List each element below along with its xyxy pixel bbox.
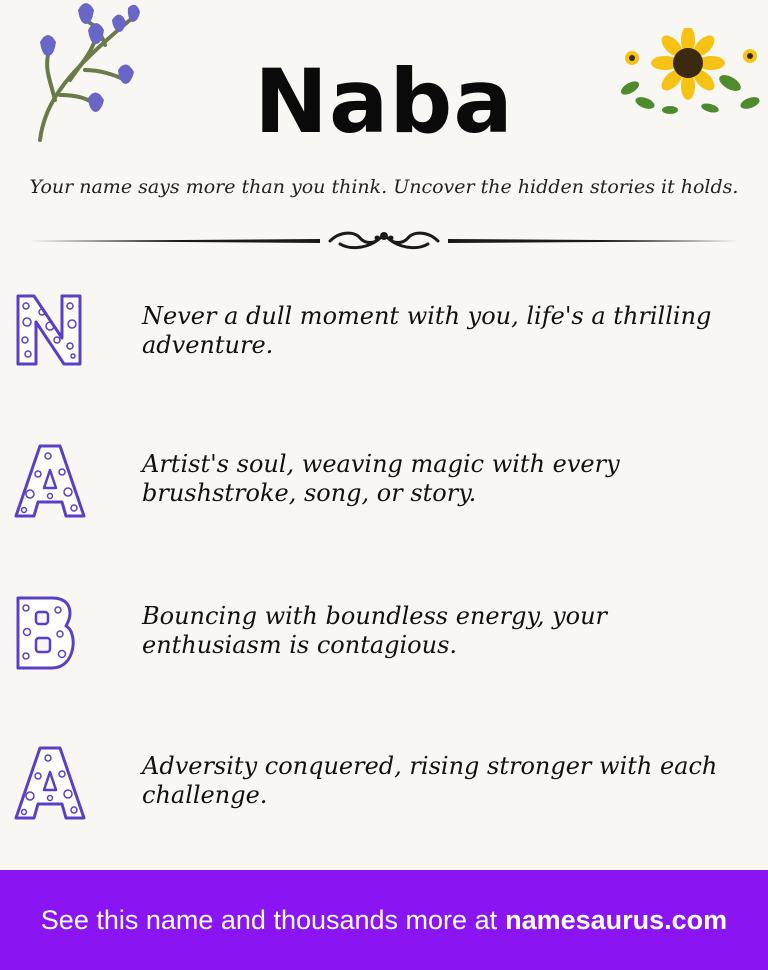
letter-meaning: Artist's soul, weaving magic with every brushstroke, song, or story. bbox=[142, 450, 620, 507]
polka-dot-letter-icon bbox=[12, 288, 88, 370]
footer-banner bbox=[0, 870, 768, 970]
tagline: Your name says more than you think. Uncover the hidden stories it holds. bbox=[29, 176, 739, 198]
letter-meaning: Never a dull moment with you, life's a thrilling adventure. bbox=[142, 302, 712, 359]
ornament-divider-icon bbox=[30, 226, 738, 256]
polka-dot-letter-icon bbox=[12, 742, 88, 824]
polka-dot-letter-icon bbox=[12, 592, 88, 674]
footer-text: See this name and thousands more at bbox=[40, 904, 498, 935]
polka-dot-letter-icon bbox=[12, 440, 88, 522]
letter-meaning: Adversity conquered, rising stronger with each challenge. bbox=[142, 752, 718, 809]
letter-meaning: Bouncing with boundless energy, your enthusiasm is contagious. bbox=[142, 602, 608, 659]
footer-site-link[interactable]: namesaurus.com bbox=[505, 904, 728, 935]
page-title: Naba bbox=[254, 50, 514, 153]
